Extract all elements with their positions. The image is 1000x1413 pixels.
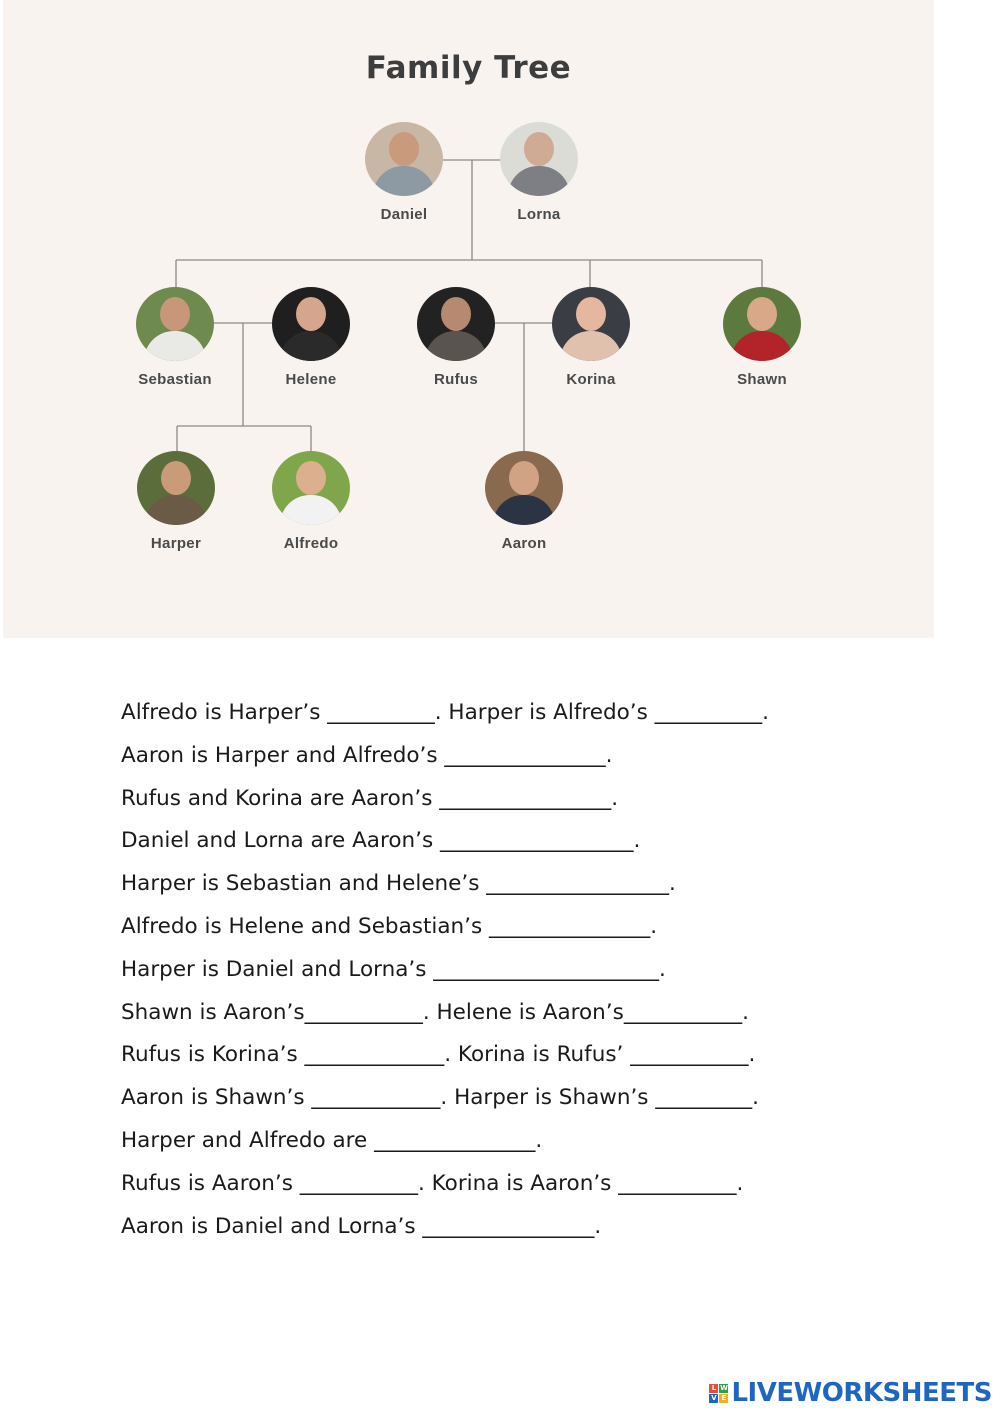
question-line: Aaron is Shawn’s ____________. Harper is Shawn’s _________. (121, 1085, 759, 1111)
question-line: Rufus is Aaron’s ___________. Korina is Aaron’s ___________. (121, 1170, 744, 1196)
question-line: Rufus is Korina’s _____________. Korina is Rufus’ ___________. (121, 1042, 756, 1068)
person-korina (521, 287, 661, 388)
person-lorna (469, 122, 609, 223)
harper-photo (137, 451, 215, 525)
korina-photo (552, 287, 630, 361)
fill-in-questions (121, 695, 921, 1251)
person-shawn (692, 287, 832, 388)
person-daniel (334, 122, 474, 223)
rufus-photo (417, 287, 495, 361)
question-line: Harper is Sebastian and Helene’s _________________. (121, 871, 676, 897)
person-aaron (454, 451, 594, 552)
person-name: Lorna (517, 206, 561, 223)
person-sebastian (105, 287, 245, 388)
question-line: Aaron is Harper and Alfredo’s _______________. (121, 742, 613, 768)
sebastian-photo (136, 287, 214, 361)
person-name: Harper (150, 535, 202, 552)
question-line: Rufus and Korina are Aaron’s ________________. (121, 785, 619, 811)
helene-photo (272, 287, 350, 361)
person-name: Daniel (380, 206, 428, 223)
person-name: Shawn (737, 371, 787, 388)
brand-text: LIVEWORKSHEETS (731, 1378, 992, 1408)
lorna-photo (500, 122, 578, 196)
liveworksheets-brand (709, 1377, 992, 1409)
family-tree-panel (3, 0, 934, 638)
person-alfredo (241, 451, 381, 552)
person-name: Rufus (434, 371, 478, 388)
alfredo-photo (272, 451, 350, 525)
tree-title: Family Tree (365, 50, 572, 86)
daniel-photo (365, 122, 443, 196)
person-name: Aaron (501, 535, 547, 552)
question-line: Harper is Daniel and Lorna’s _____________________. (121, 956, 666, 982)
person-helene (241, 287, 381, 388)
question-line: Aaron is Daniel and Lorna’s ________________. (121, 1213, 602, 1239)
liveworksheets-logo-icon: L W V E (711, 1383, 728, 1402)
shawn-photo (723, 287, 801, 361)
question-line: Alfredo is Helene and Sebastian’s _______________. (121, 913, 658, 939)
person-name: Helene (285, 371, 337, 388)
question-line: Daniel and Lorna are Aaron’s __________________. (121, 828, 641, 854)
person-name: Korina (566, 371, 616, 388)
question-line: Shawn is Aaron’s___________. Helene is Aaron’s___________. (121, 999, 749, 1025)
question-line: Harper and Alfredo are _______________. (121, 1127, 543, 1153)
person-harper (106, 451, 246, 552)
person-name: Sebastian (138, 371, 212, 388)
person-name: Alfredo (283, 535, 339, 552)
person-rufus (386, 287, 526, 388)
question-line: Alfredo is Harper’s __________. Harper is Alfredo’s __________. (121, 700, 770, 725)
aaron-photo (485, 451, 563, 525)
